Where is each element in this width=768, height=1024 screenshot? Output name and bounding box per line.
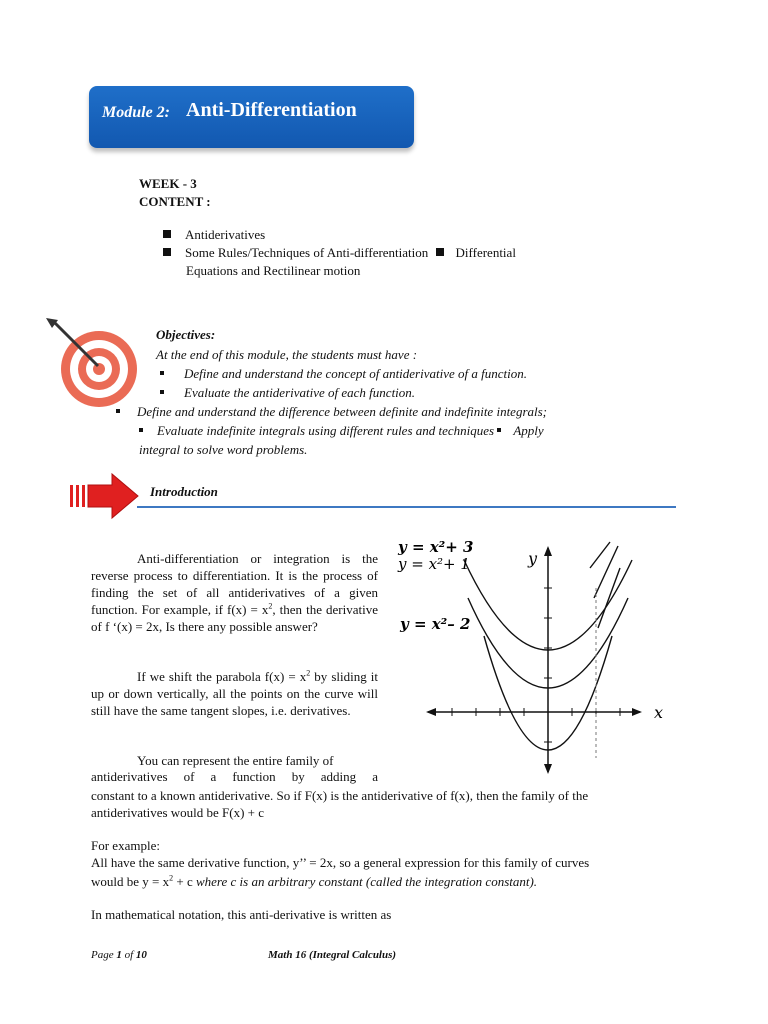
paragraph-family-line2: antiderivatives of a function by adding a <box>91 769 378 784</box>
list-item: Some Rules/Techniques of Anti-differentiation Differential <box>163 244 516 262</box>
bullet-icon <box>160 390 164 394</box>
objective-item-continued: integral to solve word problems. <box>139 442 308 457</box>
label-y-x2-plus-1: y = x²+ 1 <box>398 555 470 573</box>
example-line1: All have the same derivative function, y’’ = 2x, so a general expression for this family of curves <box>91 855 590 870</box>
bullet-icon <box>116 409 120 413</box>
objective-item: Define and understand the concept of antiderivative of a function. <box>160 364 527 383</box>
objective-item: Define and understand the difference between definite and indefinite integrals; <box>116 402 547 421</box>
square-bullet-icon <box>163 230 171 238</box>
square-bullet-icon <box>163 248 171 256</box>
objective-item: Evaluate indefinite integrals using different rules and techniques Apply <box>139 421 544 440</box>
content-label: CONTENT : <box>139 194 211 209</box>
square-bullet-icon <box>436 248 444 256</box>
section-divider <box>137 506 676 508</box>
introduction-heading: Introduction <box>150 484 218 499</box>
bullet-icon <box>160 371 164 375</box>
module-label: Module 2: <box>102 104 170 121</box>
paragraph-family-line4: antiderivatives would be F(x) + c <box>91 805 265 820</box>
label-y-x2-plus-3: y = x²+ 3 <box>398 538 474 556</box>
notation-line: In mathematical notation, this anti-derivative is written as <box>91 907 392 922</box>
paragraph-family-line1: You can represent the entire family of <box>137 753 334 768</box>
red-arrow-icon <box>70 472 140 520</box>
objective-item: Evaluate the antiderivative of each function. <box>160 383 415 402</box>
example-heading: For example: <box>91 838 160 853</box>
objectives-heading: Objectives: <box>156 327 216 342</box>
content-list <box>163 226 516 280</box>
week-label: WEEK - 3 <box>139 176 197 191</box>
paragraph-intro: Anti-differentiation or integration is the reverse process to differentiation. It is the process of finding the set of all antiderivatives of a given function. For example, if $f(x) = x^2$, then the derivative of f ‘(x) = 2x, Is there any possible answer? <box>91 551 378 634</box>
parabola-family-graph <box>388 528 688 780</box>
label-y-x2-minus-2: y = x²– 2 <box>400 615 471 633</box>
page-number: Page 1 of 10 <box>91 949 147 961</box>
course-name: Math 16 (Integral Calculus) <box>268 949 397 961</box>
y-axis-label: y <box>528 549 538 568</box>
module-banner <box>89 86 414 148</box>
paragraph-family-line3: constant to a known antiderivative. So if F(x) is the antiderivative of f(x), then the family of the <box>91 788 589 803</box>
bullet-icon <box>139 428 143 432</box>
week-block <box>139 175 211 211</box>
x-axis-label: x <box>654 703 664 722</box>
objectives-intro: At the end of this module, the students must have : <box>156 347 418 362</box>
list-item: Antiderivatives <box>163 226 516 244</box>
module-title: Anti-Differentiation <box>186 99 357 121</box>
example-line2: would be $y = x^2 + c$ where c is an arbitrary constant (called the integration constant). <box>91 873 538 889</box>
bullet-icon <box>497 428 501 432</box>
target-icon <box>42 314 137 409</box>
paragraph-shift: If we shift the parabola $f(x) = x^2$ by sliding it up or down vertically, all the points on the curve will still have the same tangent slopes, i.e. derivatives. <box>91 668 378 718</box>
list-item-continued: Equations and Rectilinear motion <box>186 263 361 278</box>
